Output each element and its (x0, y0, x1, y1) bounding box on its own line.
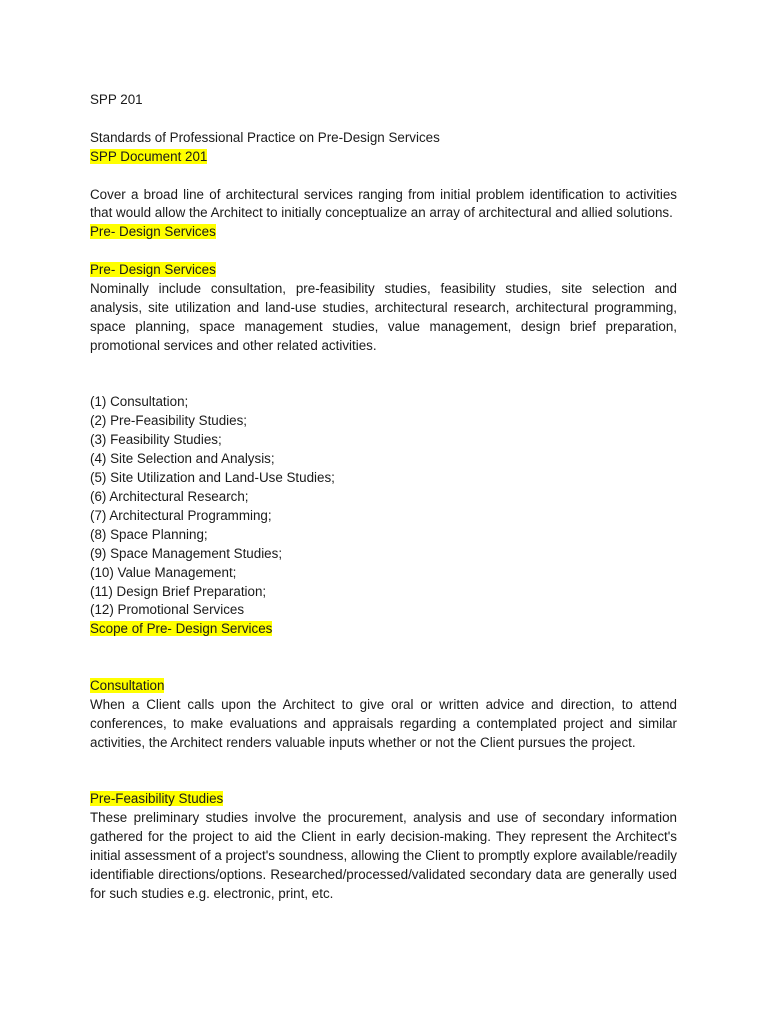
predesign-label-1: Pre- Design Services (90, 224, 216, 240)
list-item: (4) Site Selection and Analysis; (90, 451, 275, 467)
consultation-paragraph: When a Client calls upon the Architect to give oral or written advice and direction, to attend conferences, to make evaluations and appraisals regarding a contemplated project and similar activities, the Architect renders valuable inputs whether or not the Client pursues the project. (90, 696, 677, 750)
list-item: (3) Feasibility Studies; (90, 432, 222, 448)
doc-code: SPP 201 (90, 92, 143, 107)
list-item: (11) Design Brief Preparation; (90, 583, 267, 599)
list-item: (7) Architectural Programming; (90, 507, 272, 523)
list-item: (12) Promotional Services (90, 602, 245, 618)
prefeasibility-paragraph: These preliminary studies involve the procurement, analysis and use of secondary information gathered for the project to aid the Client in early decision-making. They represent the Architect's initial assessment of a project's soundness, allowing the Client to promptly explore available/readily identifiable directions/options. Researched/processed/validated secondary data are generally used for such studies e.g. electronic, print, etc. (90, 810, 677, 901)
document-page (90, 91, 677, 904)
consultation-heading: Consultation (90, 678, 165, 694)
predesign-paragraph: Nominally include consultation, pre-feasibility studies, feasibility studies, site selection and analysis, site utilization and land-use studies, architectural research, architectural programming, space planning, space management studies, value management, design brief preparation, promotional services and other related activities. (90, 281, 677, 353)
scope-heading: Scope of Pre- Design Services (90, 621, 273, 637)
list-item: (8) Space Planning; (90, 526, 208, 542)
list-item: (9) Space Management Studies; (90, 545, 283, 561)
services-list (90, 393, 677, 620)
predesign-label-2: Pre- Design Services (90, 262, 216, 278)
prefeasibility-heading: Pre-Feasibility Studies (90, 791, 224, 807)
doc-label: SPP Document 201 (90, 148, 208, 164)
list-item: (5) Site Utilization and Land-Use Studies; (90, 470, 335, 486)
list-item: (2) Pre-Feasibility Studies; (90, 413, 248, 429)
doc-title: Standards of Professional Practice on Pre-Design Services (90, 129, 440, 145)
intro-paragraph: Cover a broad line of architectural services ranging from initial problem identification to activities that would allow the Architect to initially conceptualize an array of architectural and allied solutions. (90, 186, 677, 221)
list-item: (10) Value Management; (90, 564, 237, 580)
list-item: (1) Consultation; (90, 394, 189, 410)
list-item: (6) Architectural Research; (90, 488, 249, 504)
